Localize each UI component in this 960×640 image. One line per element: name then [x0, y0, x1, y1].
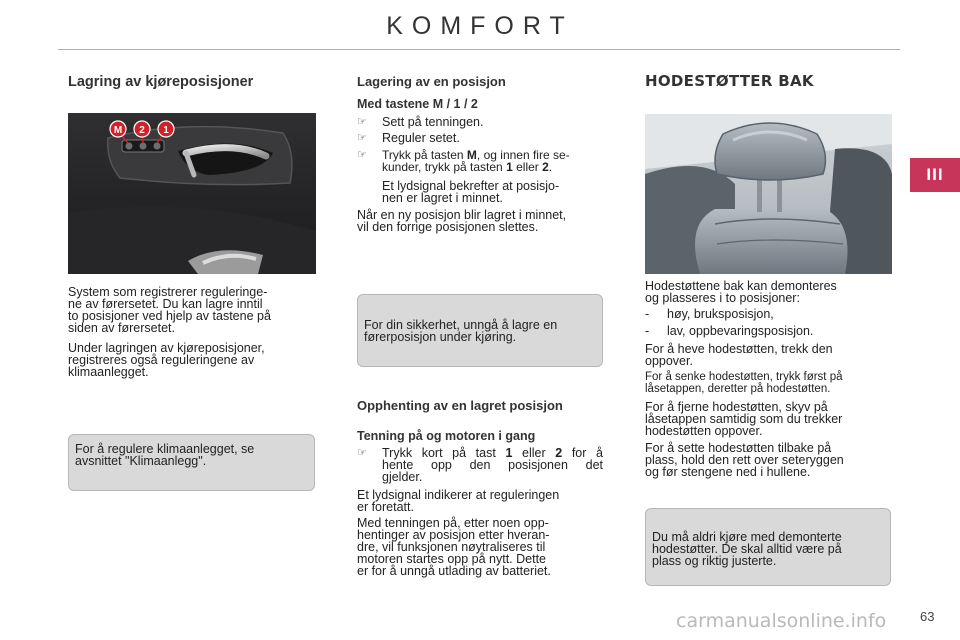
marker-label-2: 2 — [139, 125, 145, 136]
title-divider — [58, 49, 900, 50]
dash-marker: - — [645, 324, 650, 338]
col1-paragraph-2: Under lagringen av kjøreposisjoner, registreres også reguleringene av klimaanlegget. — [68, 341, 265, 379]
hand-pointer-icon: ☞ — [357, 149, 367, 161]
col3-paragraph-lower: For å senke hodestøtten, trykk først på låsetappen, deretter på hodestøtten. — [645, 371, 843, 395]
col3-paragraph-raise: For å heve hodestøtten, trekk den oppover. — [645, 342, 833, 368]
door-panel-illustration — [68, 113, 316, 274]
subheading-ignition-engine: Tenning på og motoren i gang — [357, 429, 536, 443]
watermark: carmanualsonline.info — [676, 610, 887, 632]
col1-paragraph-1: System som registrerer reguleringe- ne av førersetet. Du kan lagre inntil to posisjoner ved hjelp av tastene på siden av førersetet. — [68, 285, 271, 335]
col2-paragraph-beep: Et lydsignal indikerer at reguleringen er foretatt. — [357, 488, 560, 514]
col3-note-box: Du må aldri kjøre med demonterte hodestøtter. De skal alltid være på plass og riktig justerte. — [645, 508, 891, 586]
dash-marker: - — [645, 307, 650, 321]
section-heading-headrests: HODESTØTTER BAK — [645, 72, 814, 90]
marker-label-m: M — [113, 125, 123, 136]
col3-paragraph-intro: Hodestøttene bak kan demonteres og plasseres i to posisjoner: — [645, 279, 837, 305]
dash-item-high: - høy, bruksposisjon, — [645, 307, 774, 321]
headrest-illustration — [645, 114, 892, 274]
col1-note-box: For å regulere klimaanlegget, se avsnittet "Klimaanlegg". — [68, 434, 315, 491]
subheading-keys: Med tastene M / 1 / 2 — [357, 97, 478, 111]
door-panel-photo — [68, 113, 316, 274]
col2-paragraph-neutralize: Med tenningen på, etter noen opp- hentinger av posisjon etter hveran- dre, vil funksjonen nøytraliseres til motoren startes opp på nytt. Dette er for å unngå utlading av batteriet. — [357, 516, 551, 578]
button-2-marker — [134, 121, 150, 137]
page-number: 63 — [920, 609, 935, 624]
col3-paragraph-refit: For å sette hodestøtten tilbake på plass, hold den rett over seteryggen og før stengene ned i hullene. — [645, 441, 844, 479]
hand-pointer-icon: ☞ — [357, 132, 367, 144]
section-heading-store: Lagering av en posisjon — [357, 74, 506, 89]
col2-paragraph-overwrite: Når en ny posisjon blir lagret i minnet, vil den forrige posisjonen slettes. — [357, 208, 567, 234]
section-heading-memory: Lagring av kjøreposisjoner — [68, 74, 254, 90]
dash-item-low: - lav, oppbevaringsposisjon. — [645, 324, 814, 338]
col2-note-box: For din sikkerhet, unngå å lagre en førerposisjon under kjøring. — [357, 294, 603, 367]
chapter-tab[interactable]: III — [910, 158, 960, 192]
beep-confirmation: Et lydsignal bekrefter at posisjo- nen er lagret i minnet. — [382, 179, 560, 205]
hand-pointer-icon: ☞ — [357, 116, 367, 128]
page-title: KOMFORT — [386, 12, 574, 40]
headrest-photo — [645, 114, 892, 274]
button-1-marker — [158, 121, 174, 137]
button-m-marker — [110, 121, 126, 137]
marker-label-1: 1 — [163, 125, 169, 136]
col3-paragraph-remove: For å fjerne hodestøtten, skyv på låsetappen samtidig som du trekker hodestøtten oppover. — [645, 400, 843, 438]
section-heading-recall: Opphenting av en lagret posisjon — [357, 398, 563, 413]
hand-pointer-icon: ☞ — [357, 447, 367, 459]
